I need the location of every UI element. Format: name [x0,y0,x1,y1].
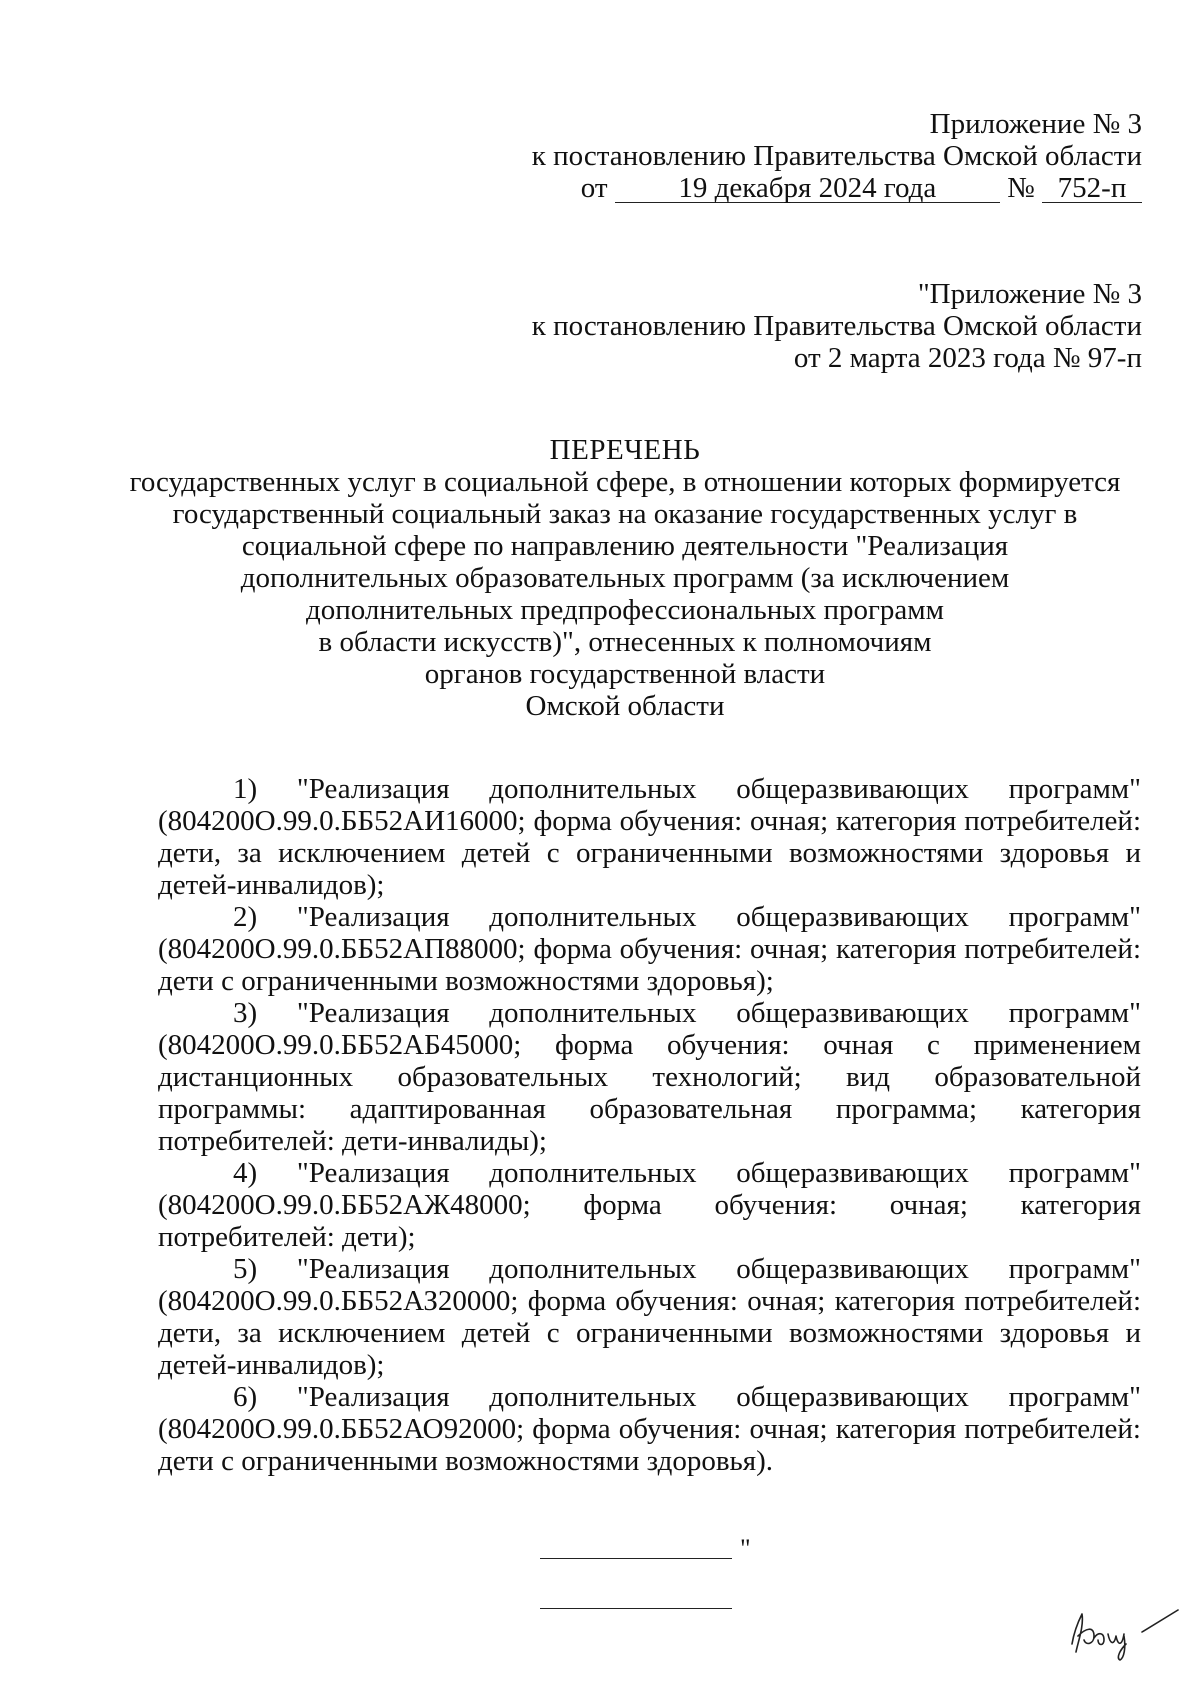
original-appendix-date-line: от 2 марта 2023 года № 97-п [793,342,1142,374]
list-subtitle-line: государственных услуг в социальной сфере, в отношении которых формируется [129,466,1121,498]
closing-marks [540,1534,751,1563]
original-appendix-header [532,278,1142,374]
list-subtitle-line: органов государственной власти [424,658,826,690]
closing-quote: " [740,1534,751,1563]
list-title: ПЕРЕЧЕНЬ [549,434,701,466]
list-item: 6) "Реализация дополнительных общеразвивающих программ" (804200О.99.0.ББ52АО92000; форма обучения: очная; категория потребителей: дети с ограниченными возможностями здоровья). [158,1381,1141,1477]
list-subtitle-line: в области искусств)", отнесенных к полномочиям [318,626,932,658]
appendix-date-line [532,172,1142,204]
list-subtitle-line: Омской области [525,690,725,722]
decree-date: 19 декабря 2024 года [615,174,1000,203]
list-item: 2) "Реализация дополнительных общеразвивающих программ" (804200О.99.0.ББ52АП88000; форма обучения: очная; категория потребителей: дети с ограниченными возможностями здоровья); [158,901,1141,997]
list-item: 5) "Реализация дополнительных общеразвивающих программ" (804200О.99.0.ББ52АЗ20000; форма обучения: очная; категория потребителей: дети, за исключением детей с ограниченными возможностями здоровья и детей-инвалидов); [158,1253,1141,1381]
closing-line [540,1538,732,1559]
list-item: 3) "Реализация дополнительных общеразвивающих программ" (804200О.99.0.ББ52АБ45000; форма обучения: очная с применением дистанционных образовательных технологий; вид образовательной программы: адаптированная образовательная программа; категория потребителей: дети-инвалиды); [158,997,1141,1157]
list-subtitle-line: дополнительных образовательных программ (за исключением [240,562,1010,594]
appendix-header [532,108,1142,204]
services-list [158,773,1141,1477]
appendix-decree-ref: к постановлению Правительства Омской области [531,140,1142,172]
separator-line [540,1608,732,1609]
appendix-title: Приложение № 3 [929,108,1142,140]
date-prefix: от [580,172,608,204]
list-subtitle-line: дополнительных предпрофессиональных программ [306,594,944,626]
list-heading [120,434,1130,722]
number-prefix: № [1007,172,1035,204]
signature-icon [1064,1592,1184,1662]
list-item: 1) "Реализация дополнительных общеразвивающих программ" (804200О.99.0.ББ52АИ16000; форма обучения: очная; категория потребителей: дети, за исключением детей с ограниченными возможностями здоровья и детей-инвалидов); [158,773,1141,901]
list-subtitle-line: социальной сфере по направлению деятельности "Реализация [241,530,1009,562]
original-appendix-decree-ref: к постановлению Правительства Омской области [531,310,1142,342]
list-item: 4) "Реализация дополнительных общеразвивающих программ" (804200О.99.0.ББ52АЖ48000; форма обучения: очная; категория потребителей: дети); [158,1157,1141,1253]
original-appendix-title: "Приложение № 3 [917,278,1142,310]
list-subtitle-line: государственный социальный заказ на оказание государственных услуг в [172,498,1078,530]
decree-number: 752-п [1042,174,1142,203]
